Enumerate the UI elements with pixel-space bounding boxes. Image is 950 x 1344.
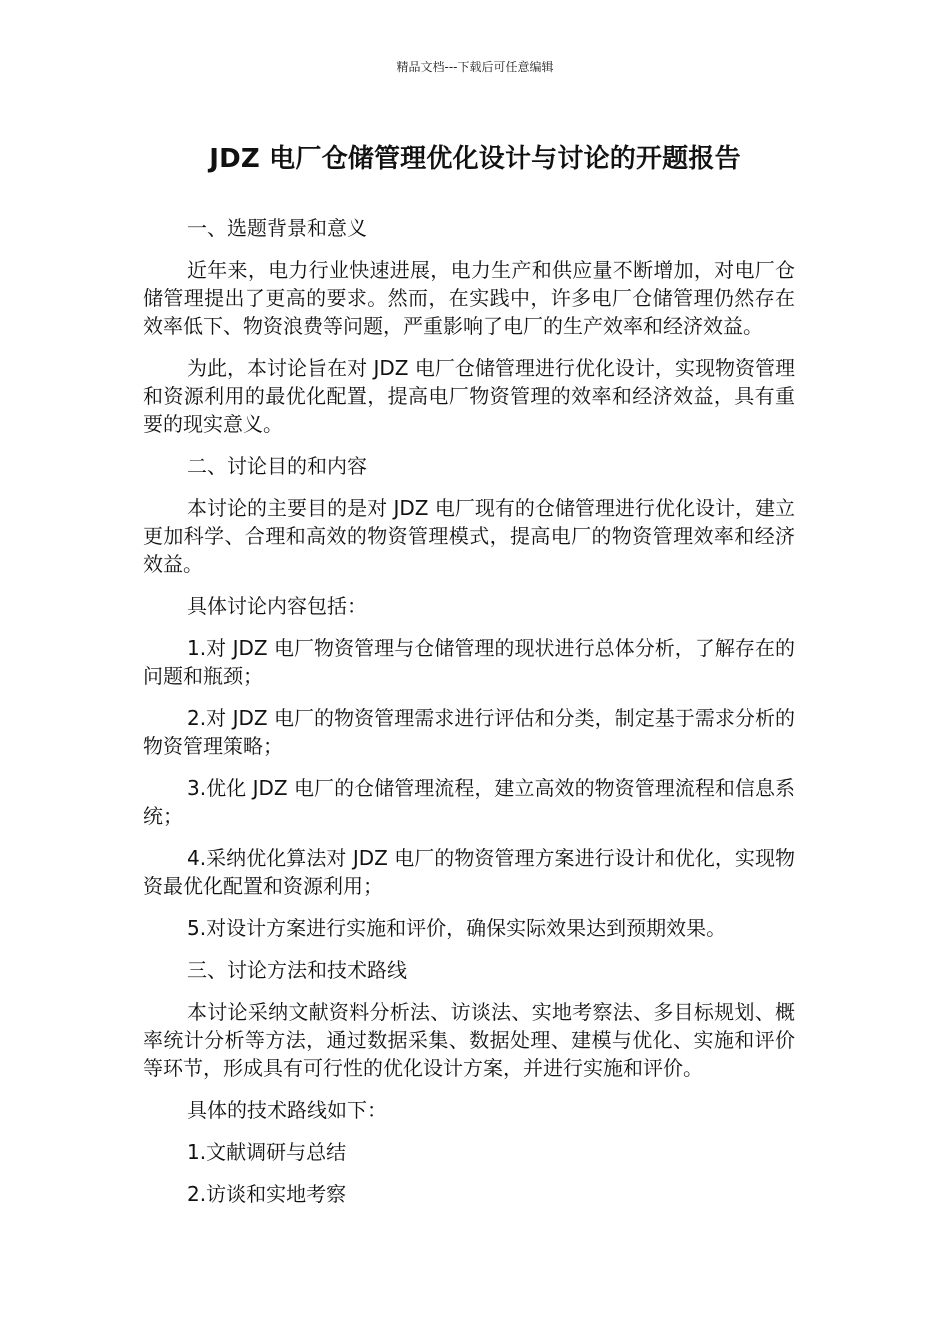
content-item-2: 2.对 JDZ 电厂的物资管理需求进行评估和分类，制定基于需求分析的物资管理策略； (143, 706, 795, 758)
paragraph-methods: 本讨论采纳文献资料分析法、访谈法、实地考察法、多目标规划、概率统计分析等方法，通过数据采集、数据处理、建模与优化、实施和评价等环节，形成具有可行性的优化设计方案，并进行实施和评价。 (143, 1000, 795, 1080)
section-heading-background: 一、选题背景和意义 (187, 216, 367, 240)
route-item-2: 2.访谈和实地考察 (187, 1182, 347, 1206)
content-item-5: 5.对设计方案进行实施和评价，确保实际效果达到预期效果。 (187, 916, 727, 940)
route-intro: 具体的技术路线如下： (187, 1098, 387, 1122)
section-heading-purpose: 二、讨论目的和内容 (187, 454, 367, 478)
section-heading-methods: 三、讨论方法和技术路线 (187, 958, 407, 982)
paragraph-significance: 为此，本讨论旨在对 JDZ 电厂仓储管理进行优化设计，实现物资管理和资源利用的最优化配置，提高电厂物资管理的效率和经济效益，具有重要的现实意义。 (143, 356, 795, 436)
paragraph-background: 近年来，电力行业快速进展，电力生产和供应量不断增加，对电厂仓储管理提出了更高的要求。然而，在实践中，许多电厂仓储管理仍然存在效率低下、物资浪费等问题，严重影响了电厂的生产效率和经济效益。 (143, 258, 795, 338)
content-item-4: 4.采纳优化算法对 JDZ 电厂的物资管理方案进行设计和优化，实现物资最优化配置和资源利用； (143, 846, 795, 898)
paragraph-purpose: 本讨论的主要目的是对 JDZ 电厂现有的仓储管理进行优化设计，建立更加科学、合理和高效的物资管理模式，提高电厂的物资管理效率和经济效益。 (143, 496, 795, 576)
page-header-note: 精品文档---下载后可任意编辑 (396, 60, 554, 74)
content-item-1: 1.对 JDZ 电厂物资管理与仓储管理的现状进行总体分析，了解存在的问题和瓶颈； (143, 636, 795, 688)
route-item-1: 1.文献调研与总结 (187, 1140, 347, 1164)
document-body (143, 214, 795, 1222)
document-title: JDZ 电厂仓储管理优化设计与讨论的开题报告 (209, 144, 741, 174)
content-intro: 具体讨论内容包括： (187, 594, 367, 618)
content-item-3: 3.优化 JDZ 电厂的仓储管理流程，建立高效的物资管理流程和信息系统； (143, 776, 795, 828)
